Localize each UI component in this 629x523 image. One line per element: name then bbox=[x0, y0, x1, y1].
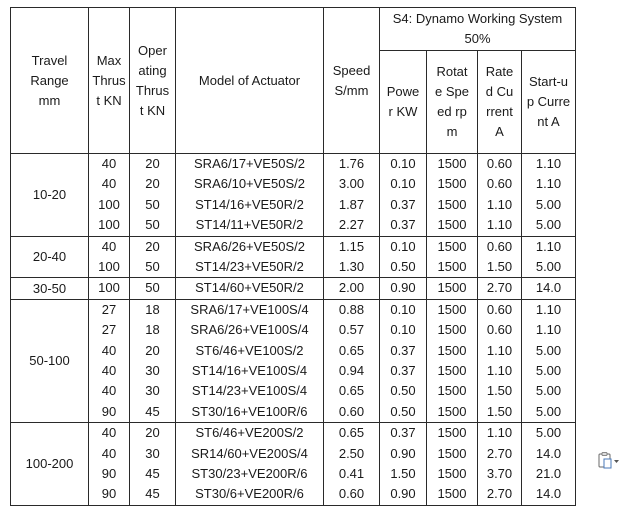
power-value: 0.37 bbox=[390, 196, 416, 212]
power-value: 0.90 bbox=[390, 486, 416, 502]
rated-current-value: 0.60 bbox=[486, 156, 513, 172]
startup-current-value: 5.00 bbox=[535, 196, 562, 212]
speed-value: 3.00 bbox=[338, 176, 365, 192]
speed-value: 0.60 bbox=[338, 403, 365, 419]
power-value: 0.50 bbox=[390, 258, 416, 274]
max-thrust-value: 40 bbox=[101, 156, 117, 172]
speed-cell bbox=[324, 154, 380, 237]
header-power: Power KW bbox=[380, 51, 427, 154]
startup-current-value: 5.00 bbox=[535, 383, 562, 399]
rated-current-value: 0.60 bbox=[486, 322, 513, 338]
rated-current-value: 1.10 bbox=[486, 362, 513, 378]
rated-current-value: 3.70 bbox=[486, 465, 513, 481]
max-thrust-value: 40 bbox=[101, 362, 117, 378]
startup-current-value: 1.10 bbox=[535, 176, 562, 192]
power-value: 0.50 bbox=[390, 403, 416, 419]
model-value: ST30/16+VE100R/6 bbox=[191, 403, 308, 419]
speed-value: 0.94 bbox=[338, 362, 365, 378]
operating-thrust-value: 20 bbox=[145, 238, 160, 254]
rotate-speed-value: 1500 bbox=[437, 176, 467, 192]
rotate-speed-value: 1500 bbox=[437, 445, 467, 461]
startup-current-value: 1.10 bbox=[535, 156, 562, 172]
speed-value: 0.65 bbox=[338, 383, 365, 399]
model-value: ST30/6+VE200R/6 bbox=[195, 486, 304, 502]
actuator-spec-table bbox=[10, 7, 576, 506]
header-rated-current: Rated Current A bbox=[478, 51, 522, 154]
speed-value: 1.15 bbox=[338, 238, 365, 254]
rated-current-value: 1.10 bbox=[486, 342, 513, 358]
operating-thrust-value: 30 bbox=[145, 362, 160, 378]
rated-current-value: 1.10 bbox=[486, 217, 513, 233]
max-thrust-value: 40 bbox=[101, 342, 117, 358]
max-thrust-value: 100 bbox=[98, 196, 120, 212]
operating-thrust-cell bbox=[130, 236, 176, 278]
rotate-speed-cell bbox=[427, 278, 478, 299]
travel-range-cell: 100-200 bbox=[11, 423, 89, 506]
operating-thrust-value: 18 bbox=[145, 322, 160, 338]
startup-current-cell bbox=[522, 278, 576, 299]
rotate-speed-value: 1500 bbox=[437, 258, 467, 274]
rotate-speed-value: 1500 bbox=[437, 362, 467, 378]
max-thrust-value: 90 bbox=[101, 465, 117, 481]
paste-options-icon[interactable] bbox=[598, 452, 620, 470]
startup-current-value: 14.0 bbox=[535, 486, 562, 502]
startup-current-value: 1.10 bbox=[535, 301, 562, 317]
rotate-speed-cell bbox=[427, 423, 478, 506]
operating-thrust-cell bbox=[130, 299, 176, 422]
model-cell bbox=[176, 236, 324, 278]
startup-current-value: 5.00 bbox=[535, 403, 562, 419]
startup-current-value: 5.00 bbox=[535, 342, 562, 358]
rated-current-value: 1.50 bbox=[486, 258, 513, 274]
power-value: 0.10 bbox=[390, 156, 416, 172]
max-thrust-value: 27 bbox=[101, 301, 117, 317]
rated-current-cell bbox=[478, 154, 522, 237]
rotate-speed-value: 1500 bbox=[437, 322, 467, 338]
model-cell bbox=[176, 278, 324, 299]
rotate-speed-cell bbox=[427, 299, 478, 422]
startup-current-value: 14.0 bbox=[535, 445, 562, 461]
rotate-speed-cell bbox=[427, 154, 478, 237]
max-thrust-value: 100 bbox=[98, 217, 120, 233]
operating-thrust-value: 50 bbox=[145, 280, 160, 296]
group-row bbox=[11, 154, 576, 237]
startup-current-value: 21.0 bbox=[535, 465, 562, 481]
speed-value: 0.88 bbox=[338, 301, 365, 317]
max-thrust-cell bbox=[89, 299, 130, 422]
operating-thrust-value: 50 bbox=[145, 196, 160, 212]
header-rotate-speed: Rotate Speed rpm bbox=[427, 51, 478, 154]
operating-thrust-value: 20 bbox=[145, 342, 160, 358]
model-value: ST14/23+VE100S/4 bbox=[191, 383, 308, 399]
group-row bbox=[11, 423, 576, 506]
rated-current-value: 2.70 bbox=[486, 280, 513, 296]
power-value: 1.50 bbox=[390, 465, 416, 481]
max-thrust-value: 40 bbox=[101, 238, 117, 254]
power-value: 0.50 bbox=[390, 383, 416, 399]
power-cell bbox=[380, 154, 427, 237]
header-operating-thrust: Operating Thrust KN bbox=[130, 8, 176, 154]
header-model: Model of Actuator bbox=[176, 8, 324, 154]
model-value: SRA6/26+VE100S/4 bbox=[190, 322, 309, 338]
max-thrust-cell bbox=[89, 278, 130, 299]
model-cell bbox=[176, 154, 324, 237]
travel-range-cell: 20-40 bbox=[11, 236, 89, 278]
operating-thrust-value: 20 bbox=[145, 176, 160, 192]
operating-thrust-value: 50 bbox=[145, 217, 160, 233]
rated-current-value: 2.70 bbox=[486, 445, 513, 461]
rotate-speed-value: 1500 bbox=[437, 465, 467, 481]
group-row bbox=[11, 299, 576, 422]
speed-value: 0.65 bbox=[338, 425, 365, 441]
operating-thrust-value: 20 bbox=[145, 425, 160, 441]
power-value: 0.10 bbox=[390, 301, 416, 317]
operating-thrust-value: 45 bbox=[145, 465, 160, 481]
power-cell bbox=[380, 423, 427, 506]
startup-current-cell bbox=[522, 299, 576, 422]
travel-range-cell: 10-20 bbox=[11, 154, 89, 237]
startup-current-cell bbox=[522, 154, 576, 237]
startup-current-value: 1.10 bbox=[535, 238, 562, 254]
rated-current-value: 1.50 bbox=[486, 383, 513, 399]
startup-current-value: 5.00 bbox=[535, 362, 562, 378]
header-max-thrust: Max Thrust KN bbox=[89, 8, 130, 154]
rotate-speed-value: 1500 bbox=[437, 486, 467, 502]
max-thrust-cell bbox=[89, 423, 130, 506]
startup-current-value: 5.00 bbox=[535, 258, 562, 274]
power-value: 0.10 bbox=[390, 238, 416, 254]
model-value: ST14/16+VE50R/2 bbox=[195, 196, 304, 212]
max-thrust-cell bbox=[89, 154, 130, 237]
rated-current-value: 1.10 bbox=[486, 425, 513, 441]
rated-current-value: 0.60 bbox=[486, 301, 513, 317]
operating-thrust-value: 45 bbox=[145, 486, 160, 502]
rotate-speed-value: 1500 bbox=[437, 280, 467, 296]
rated-current-cell bbox=[478, 299, 522, 422]
operating-thrust-value: 45 bbox=[145, 403, 160, 419]
speed-cell bbox=[324, 423, 380, 506]
speed-value: 0.60 bbox=[338, 486, 365, 502]
speed-value: 1.76 bbox=[338, 156, 365, 172]
rotate-speed-value: 1500 bbox=[437, 217, 467, 233]
rotate-speed-value: 1500 bbox=[437, 238, 467, 254]
model-value: ST14/60+VE50R/2 bbox=[195, 280, 304, 296]
operating-thrust-cell bbox=[130, 154, 176, 237]
group-row bbox=[11, 278, 576, 299]
speed-value: 0.65 bbox=[338, 342, 365, 358]
model-value: SRA6/10+VE50S/2 bbox=[194, 176, 305, 192]
power-value: 0.37 bbox=[390, 217, 416, 233]
model-value: ST14/23+VE50R/2 bbox=[195, 258, 304, 274]
max-thrust-value: 40 bbox=[101, 445, 117, 461]
header-speed: Speed S/mm bbox=[324, 8, 380, 154]
operating-thrust-value: 30 bbox=[145, 383, 160, 399]
model-value: ST6/46+VE200S/2 bbox=[195, 425, 304, 441]
operating-thrust-value: 30 bbox=[145, 445, 160, 461]
max-thrust-value: 27 bbox=[101, 322, 117, 338]
rated-current-value: 1.50 bbox=[486, 403, 513, 419]
startup-current-value: 1.10 bbox=[535, 322, 562, 338]
speed-value: 0.57 bbox=[338, 322, 365, 338]
max-thrust-cell bbox=[89, 236, 130, 278]
power-cell bbox=[380, 299, 427, 422]
power-value: 0.10 bbox=[390, 176, 416, 192]
model-cell bbox=[176, 299, 324, 422]
speed-cell bbox=[324, 236, 380, 278]
startup-current-value: 14.0 bbox=[535, 280, 562, 296]
model-cell bbox=[176, 423, 324, 506]
power-value: 0.10 bbox=[390, 322, 416, 338]
max-thrust-value: 100 bbox=[98, 280, 120, 296]
max-thrust-value: 40 bbox=[101, 425, 117, 441]
model-value: ST14/16+VE100S/4 bbox=[191, 362, 308, 378]
speed-value: 2.27 bbox=[338, 217, 365, 233]
max-thrust-value: 100 bbox=[98, 258, 120, 274]
max-thrust-value: 40 bbox=[101, 383, 117, 399]
rotate-speed-value: 1500 bbox=[437, 403, 467, 419]
operating-thrust-value: 18 bbox=[145, 301, 160, 317]
group-row bbox=[11, 236, 576, 278]
max-thrust-value: 40 bbox=[101, 176, 117, 192]
rotate-speed-value: 1500 bbox=[437, 342, 467, 358]
operating-thrust-cell bbox=[130, 278, 176, 299]
operating-thrust-cell bbox=[130, 423, 176, 506]
header-s4-group: S4: Dynamo Working System 50% bbox=[380, 8, 576, 51]
model-value: ST6/46+VE100S/2 bbox=[195, 342, 304, 358]
max-thrust-value: 90 bbox=[101, 403, 117, 419]
rated-current-value: 1.10 bbox=[486, 196, 513, 212]
power-cell bbox=[380, 236, 427, 278]
model-value: SRA6/17+VE50S/2 bbox=[194, 156, 305, 172]
speed-value: 1.87 bbox=[338, 196, 365, 212]
model-value: ST14/11+VE50R/2 bbox=[195, 217, 304, 233]
rated-current-value: 0.60 bbox=[486, 176, 513, 192]
speed-value: 2.50 bbox=[338, 445, 365, 461]
header-travel-range: Travel Range mm bbox=[11, 8, 89, 154]
rated-current-cell bbox=[478, 278, 522, 299]
header-startup-current: Start-up Current A bbox=[522, 51, 576, 154]
operating-thrust-value: 50 bbox=[145, 258, 160, 274]
power-value: 0.37 bbox=[390, 362, 416, 378]
power-value: 0.90 bbox=[390, 280, 416, 296]
power-value: 0.37 bbox=[390, 425, 416, 441]
startup-current-value: 5.00 bbox=[535, 217, 562, 233]
rated-current-value: 0.60 bbox=[486, 238, 513, 254]
startup-current-cell bbox=[522, 423, 576, 506]
speed-cell bbox=[324, 299, 380, 422]
rotate-speed-value: 1500 bbox=[437, 196, 467, 212]
speed-cell bbox=[324, 278, 380, 299]
speed-value: 0.41 bbox=[338, 465, 365, 481]
power-value: 0.37 bbox=[390, 342, 416, 358]
rated-current-cell bbox=[478, 423, 522, 506]
operating-thrust-value: 20 bbox=[145, 156, 160, 172]
model-value: ST30/23+VE200R/6 bbox=[191, 465, 308, 481]
model-value: SRA6/17+VE100S/4 bbox=[190, 301, 309, 317]
power-value: 0.90 bbox=[390, 445, 416, 461]
model-value: SRA6/26+VE50S/2 bbox=[194, 238, 305, 254]
rotate-speed-value: 1500 bbox=[437, 425, 467, 441]
rated-current-cell bbox=[478, 236, 522, 278]
startup-current-value: 5.00 bbox=[535, 425, 562, 441]
speed-value: 2.00 bbox=[338, 280, 365, 296]
model-value: SR14/60+VE200S/4 bbox=[191, 445, 308, 461]
rotate-speed-value: 1500 bbox=[437, 383, 467, 399]
power-cell bbox=[380, 278, 427, 299]
startup-current-cell bbox=[522, 236, 576, 278]
travel-range-cell: 50-100 bbox=[11, 299, 89, 422]
rated-current-value: 2.70 bbox=[486, 486, 513, 502]
travel-range-cell: 30-50 bbox=[11, 278, 89, 299]
speed-value: 1.30 bbox=[338, 258, 365, 274]
rotate-speed-value: 1500 bbox=[437, 301, 467, 317]
rotate-speed-value: 1500 bbox=[437, 156, 467, 172]
max-thrust-value: 90 bbox=[101, 486, 117, 502]
rotate-speed-cell bbox=[427, 236, 478, 278]
